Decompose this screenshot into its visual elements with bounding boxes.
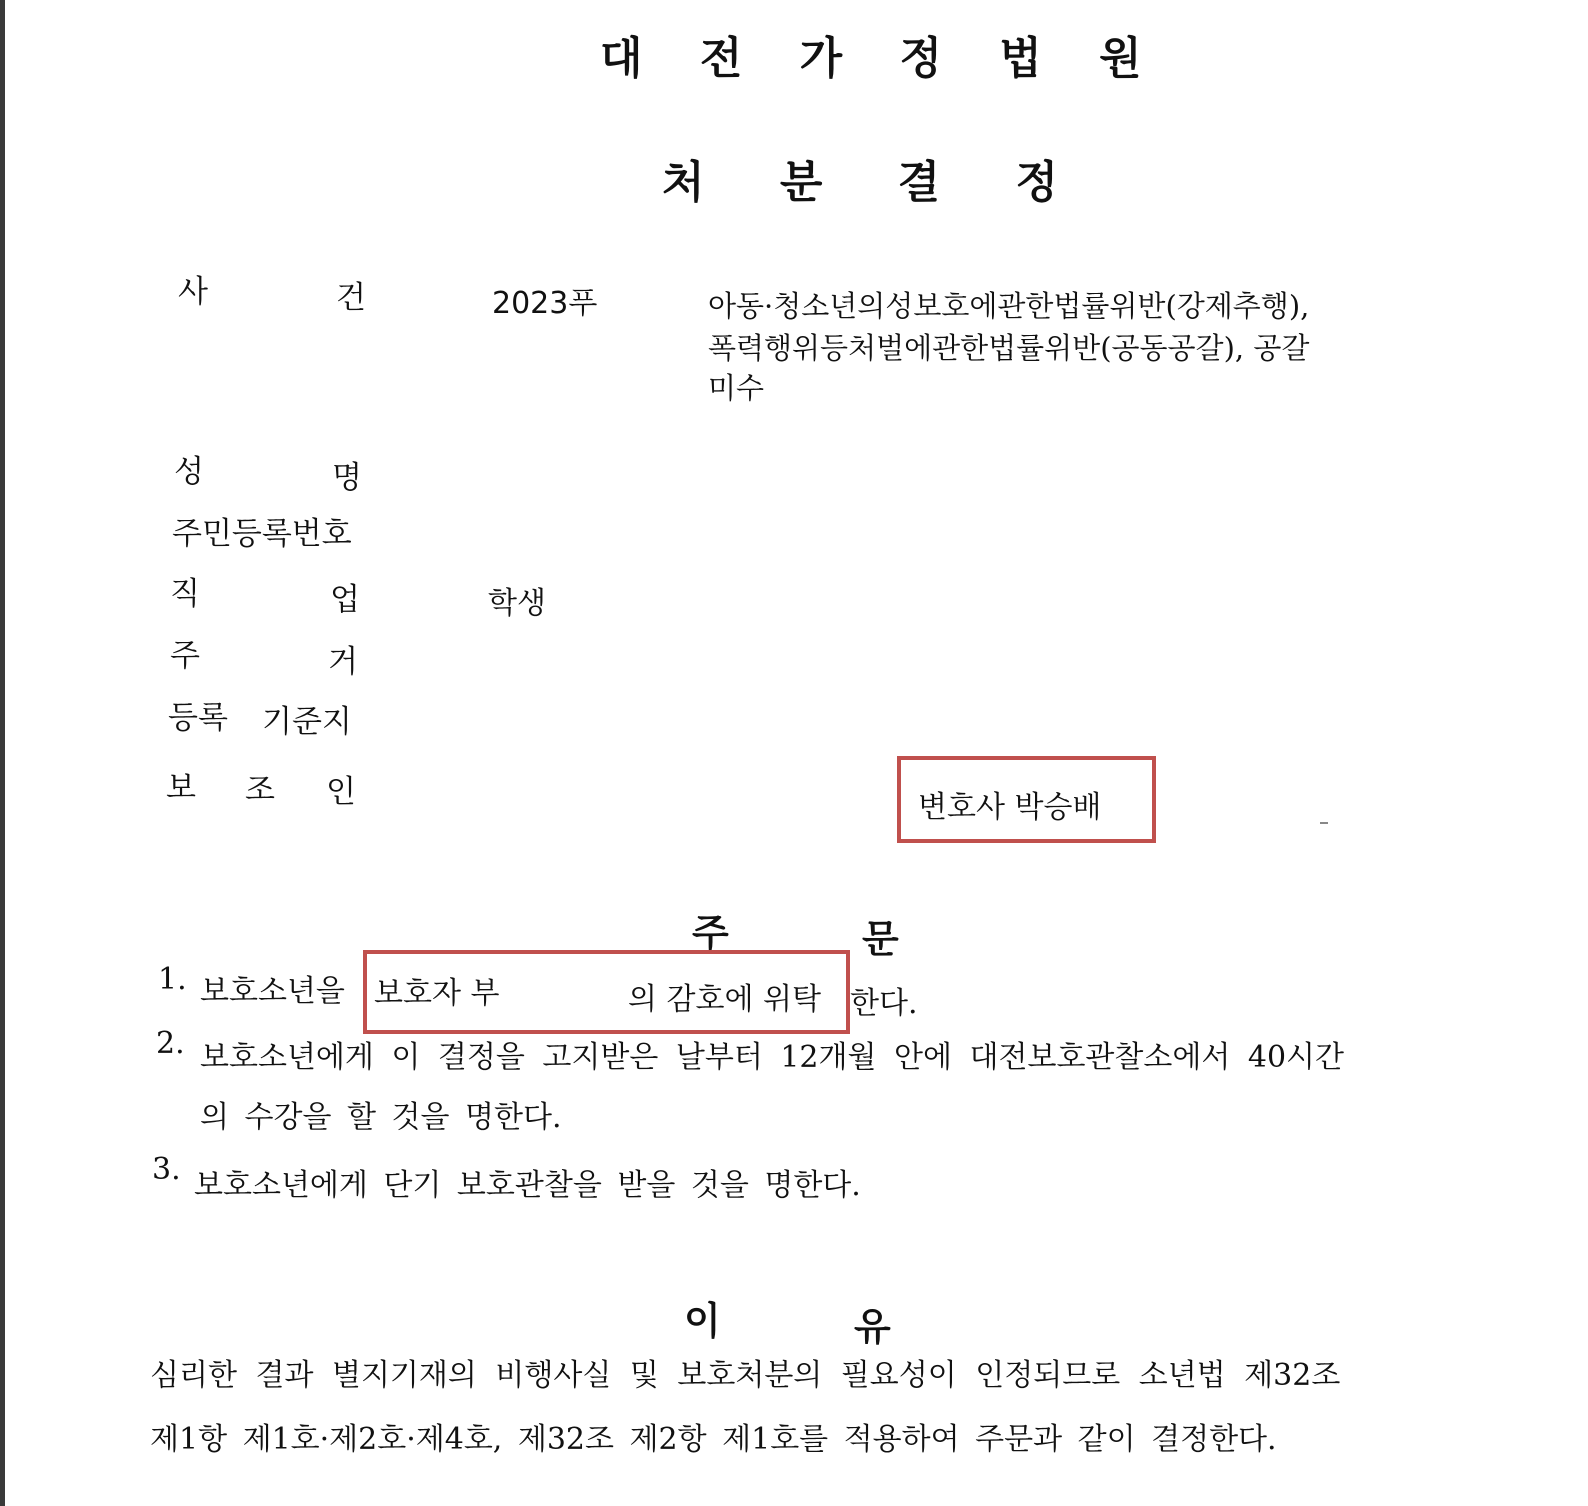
document-title: 처 분 결 정 bbox=[662, 157, 1078, 208]
ruling-item-3-number: 3. bbox=[152, 1152, 181, 1187]
reason-line-1: 심리한 결과 별지기재의 비행사실 및 보호처분의 필요성이 인정되므로 소년법 제32조 bbox=[150, 1358, 1341, 1393]
occupation-label-a: 직 bbox=[170, 576, 200, 612]
residence-label-b: 거 bbox=[328, 644, 358, 680]
name-label-a: 성 bbox=[174, 454, 204, 490]
reason-heading-a: 이 bbox=[684, 1299, 721, 1343]
scan-mark bbox=[1320, 822, 1328, 824]
case-label-a: 사 bbox=[178, 274, 208, 310]
ruling-item-2-number: 2. bbox=[156, 1026, 185, 1061]
occupation-label-b: 업 bbox=[330, 582, 360, 618]
ruling-item-1-guardian: 보호자 부 bbox=[374, 976, 500, 1011]
case-number: 2023푸 bbox=[492, 286, 598, 321]
ruling-heading-b: 문 bbox=[862, 917, 899, 961]
registration-label-b: 기준지 bbox=[262, 704, 352, 740]
registration-label-a: 등록 bbox=[168, 700, 228, 736]
case-title-line-2: 폭력행위등처벌에관한법률위반(공동공갈), 공갈 bbox=[708, 331, 1310, 365]
ruling-item-1-custody: 의 감호에 위탁 bbox=[628, 982, 821, 1017]
case-title-line-3: 미수 bbox=[708, 371, 765, 405]
residence-label-a: 주 bbox=[170, 638, 200, 674]
ruling-item-2-line-2: 의 수강을 할 것을 명한다. bbox=[200, 1100, 562, 1135]
assistant-value: 변호사 박승배 bbox=[918, 790, 1102, 825]
assistant-label-c: 인 bbox=[326, 774, 356, 810]
assistant-label-a: 보 bbox=[166, 770, 196, 806]
name-label-b: 명 bbox=[332, 460, 362, 496]
page-left-edge bbox=[0, 0, 5, 1506]
ruling-item-1-pre: 보호소년을 bbox=[200, 974, 345, 1009]
rrn-label: 주민등록번호 bbox=[172, 516, 352, 552]
ruling-item-2-line-1: 보호소년에게 이 결정을 고지받은 날부터 12개월 안에 대전보호관찰소에서 40시간 bbox=[200, 1040, 1344, 1075]
ruling-item-3-text: 보호소년에게 단기 보호관찰을 받을 것을 명한다. bbox=[194, 1168, 861, 1203]
ruling-item-1-number: 1. bbox=[158, 962, 187, 997]
reason-heading-b: 유 bbox=[854, 1305, 891, 1349]
ruling-heading-a: 주 bbox=[692, 911, 729, 955]
case-title-line-1: 아동·청소년의성보호에관한법률위반(강제추행), bbox=[708, 289, 1310, 323]
reason-line-2: 제1항 제1호·제2호·제4호, 제32조 제2항 제1호를 적용하여 주문과 같이 결정한다. bbox=[150, 1422, 1277, 1457]
court-name: 대 전 가 정 법 원 bbox=[600, 33, 1156, 84]
occupation-value: 학생 bbox=[488, 586, 546, 621]
ruling-item-1-post: 한다. bbox=[850, 986, 918, 1021]
case-label-b: 건 bbox=[336, 280, 366, 316]
assistant-label-b: 조 bbox=[245, 772, 275, 808]
